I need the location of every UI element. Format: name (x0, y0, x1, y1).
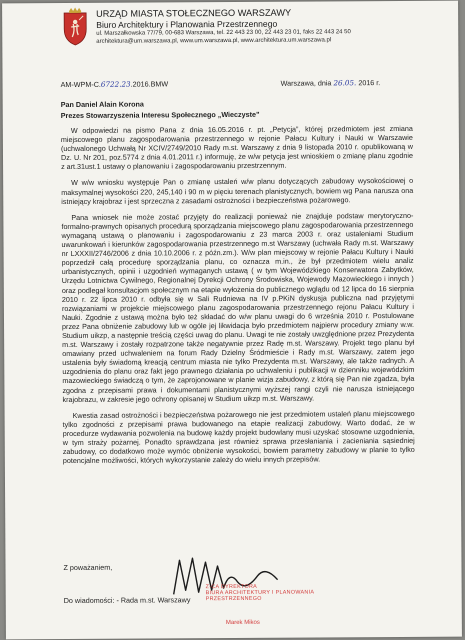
letter-body (61, 124, 415, 472)
stamp-signatory: Marek Mikos (225, 619, 260, 627)
warsaw-coat-of-arms-icon (60, 7, 90, 47)
office-web: architektura@um.warszawa.pl, www.um.warszawa.pl, www.architektura.um.warszawa.pl (96, 36, 332, 45)
addressee-title: Prezes Stowarzyszenia Interesu Społecznego „Wieczyste” (60, 109, 260, 121)
addressee-name: Pan Daniel Alain Korona (60, 99, 144, 110)
office-header (96, 7, 351, 46)
place-and-date: Warszawa, dnia 26.05. 2016 r. (280, 78, 381, 88)
paragraph-4: Kwestia zasad ostrożności i bezpieczeństwa pożarowego nie jest przedmiotem ustaleń planu miejscowego tylko zgodności z przepisami prawa budowanego na etapie realizacji zabudowy. Warto dodać, że w procedurze wydawania pozwolenia na budowę każdy projekt budowlany musi uzyskać stosowne uzgodnienia, w tym straży pożarnej. Ponadto sprawdzana jest również sprawa przesłaniania i zacieniania sąsiedniej zabudowy, co dodatkowo może wymóc obniżenie wysokości, bowiem parametry zabudowy w planie to tylko potencjalne możliwości, których wykorzystanie zależy do wielu innych przepisów. (62, 408, 415, 466)
letter-page (2, 1, 462, 640)
addressee (61, 98, 260, 121)
paragraph-2: W w/w wniosku występuje Pan o zmianę ustaleń w/w planu dotyczących zabudowy wysokościowej o maksymalnej wysokości 220, 245,140 i 90 m w pięciu terenach planistycznych, bowiem wg Pana narusza ona istniejący krajobraz i jest sprzeczna z zasadami ostrożności i bezpieczeństwa pożarowego. (61, 176, 414, 206)
office-address: ul. Marszałkowska 77/79, 00-683 Warszawa, tel. 22 443 23 00, 22 443 23 01, faks 22 443 24 50 (96, 29, 351, 37)
official-stamp: Z-CA DYREKTORA BIURA ARCHITEKTURY I PLANOWANIA PRZESTRZENNEGO Marek Mikos (205, 583, 315, 627)
paragraph-1: W odpowiedzi na pismo Pana z dnia 16.05.2016 r. pt. „Petycja”, której przedmiotem jest zmiana miejscowego planu zagospodarowania przestrzennego w rejonie Pałacu Kultury i Nauki w Warszawie (uchwalonego Uchwałą Nr XCIV/2749/2010 Rady m.st. Warszawy z dnia 9 listopada 2010 r. opublikowaną w Dz. U. Nr 201, poz.5774 z dnia 4.01.2011 r.) informuję, że w/w petycja jest wnioskiem o zmianę planu zgodnie z art.31ust.1 ustawy o planowaniu i zagospodarowaniu przestrzennym. (60, 123, 414, 172)
department-name: Biuro Architektury i Planowania Przestrzennego (96, 18, 278, 30)
closing-regards: Z poważaniem, (63, 562, 113, 573)
office-name: URZĄD MIASTA STOŁECZNEGO WARSZAWY (96, 7, 292, 19)
carbon-copy: Do wiadomości: - Rada m.st. Warszawy (63, 595, 191, 606)
handwritten-reference: 6722.23 (100, 79, 131, 89)
reference-number: AM-WPM-C.6722.23.2016.BMW (60, 79, 169, 90)
handwritten-date: 26.05. (333, 78, 357, 88)
paragraph-3: Pana wniosek nie może zostać przyjęty do realizacji ponieważ nie znajduje podstaw merytoryczno-formalno-prawnych opisanych procedurą sporządzania miejscowego planu zagospodarowania przestrzennego wymaganą ustawą o planowaniu i zagospodarowaniu z 23 marca 2003 r. oraz ustaleniami Studium uwarunkowań i kierunków zagospodarowania przestrzennego m.st Warszawy (uchwała Rady m.st. Warszawy nr LXXXII/2746/2006 z dnia 10.10.2006 r. z późn.zm.). W/w plan miejscowy w rejonie Pałacu Kultury i Nauki poprzedził całą procedurę sporządzania planu, co oznacza m.in., że był przedmiotem wielu analiz urbanistycznych, opinii i uzgodnień wymaganych ustawą ( w tym Wojewódzkiego Konserwatora Zabytków, Urzędu Lotnictwa Cywilnego, Regionalnej Dyrekcji Ochrony Środowiska, Wojewody Mazowieckiego i innych ) oraz podlegał konsultacjom społecznym na etapie wyłożenia do publicznego wglądu od 12 lipca do 16 sierpnia 2010 r. 22 lipca 2010 r. odbyła się w Sali Rudniewa na IV p.PKiN dyskusja publiczna nad przyjętymi rozwiązaniami w projekcie miejscowego planu zagospodarowania przestrzennego rejonu Pałacu Kultury i Nauki. Zgodnie z ustawą można było też składać do w/w planu uwagi do 6 września 2010 r. Postulowane przez Pana obniżenie zabudowy lub w ogóle jej likwidacja było przedmiotem najpierw procedury zmiany w.w. Studium uikzp, a następnie treścią części uwag do planu. Uwagi te nie zostały uwzględnione przez Prezydenta m.st. Warszawy i zostały rozpatrzone także negatywnie przez Radę m.st. Warszawy. Projekt tego planu był omawiany przed uchwaleniem na forum Rady Dzielny Śródmieście i Rady m.st. Warszawy, zatem jego ustalenia były świadomą kreacją centrum miasta nie tylko Prezydenta m.st. Warszawy, ale także radnych. A uzgodnienia do planu oraz fakt jego prawnego działania po uchwaleniu i publikacji w dzienniku wojewódzkim mazowieckiego świadczą o tym, że zaprojonowane w planie wizja zabudowy, z którą się Pan nie zgadza, była zgodna z przepisami prawa i dokumentami planistycznymi wyższej rangi czyli nie narusza istniejącego krajobrazu, w zakresie jego ochrony opisanej w Studium uikzp m.st. Warszawy. (61, 210, 415, 404)
